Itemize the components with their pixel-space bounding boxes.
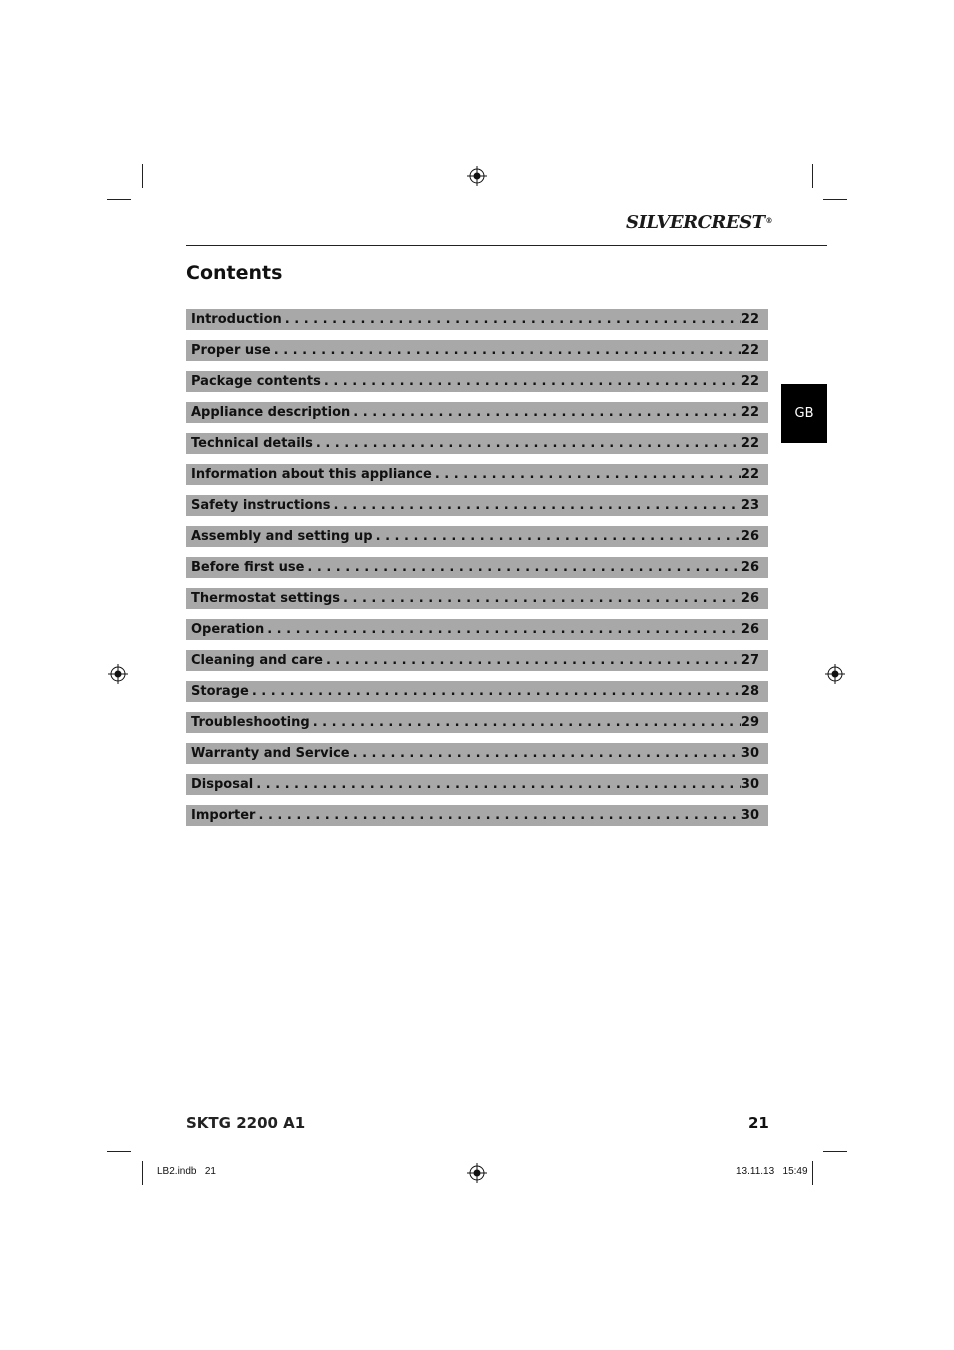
language-tab (781, 384, 827, 443)
toc-entry[interactable] (186, 805, 768, 826)
registration-mark-icon (825, 664, 845, 684)
toc-entry[interactable] (186, 774, 768, 795)
print-slug-date: 13.11.13 15:49 (736, 1166, 808, 1177)
toc-leader-dots (258, 808, 740, 823)
toc-entry-label: Safety instructions (191, 498, 331, 513)
toc-leader-dots (333, 498, 740, 513)
toc-leader-dots (285, 312, 741, 327)
toc-leader-dots (313, 715, 741, 730)
toc-entry-page: 27 (740, 653, 759, 668)
toc-entry-label: Before first use (191, 560, 305, 575)
page-title: Contents (186, 262, 283, 284)
toc-entry-label: Assembly and setting up (191, 529, 373, 544)
toc-entry[interactable] (186, 588, 768, 609)
toc-entry-page: 30 (740, 746, 759, 761)
toc-entry-label: Thermostat settings (191, 591, 341, 606)
model-number: SKTG 2200 A1 (186, 1114, 306, 1132)
toc-entry-label: Storage (191, 684, 249, 699)
crop-mark (823, 1151, 847, 1152)
toc-entry-label: Proper use (191, 343, 271, 358)
toc-entry-page: 26 (740, 591, 759, 606)
toc-leader-dots (324, 374, 741, 389)
crop-mark (812, 164, 813, 188)
language-tab-label: GB (794, 406, 814, 421)
toc-entry-label: Operation (191, 622, 265, 637)
print-slug-file: LB2.indb 21 (157, 1166, 216, 1177)
crop-mark (142, 164, 143, 188)
toc-leader-dots (326, 653, 741, 668)
toc-leader-dots (307, 560, 741, 575)
toc-entry[interactable] (186, 309, 768, 330)
toc-entry[interactable] (186, 557, 768, 578)
toc-entry-page: 29 (740, 715, 759, 730)
toc-leader-dots (353, 405, 741, 420)
toc-leader-dots (435, 467, 741, 482)
toc-entry-label: Disposal (191, 777, 254, 792)
toc-entry[interactable] (186, 681, 768, 702)
toc-leader-dots (267, 622, 741, 637)
registration-mark-icon (467, 1163, 487, 1183)
toc-entry[interactable] (186, 526, 768, 547)
toc-entry-page: 28 (740, 684, 759, 699)
brand-logo (626, 212, 772, 233)
toc-entry-label: Package contents (191, 374, 321, 389)
toc-entry[interactable] (186, 371, 768, 392)
toc-entry[interactable] (186, 712, 768, 733)
toc-entry-label: Warranty and Service (191, 746, 350, 761)
crop-mark (812, 1161, 813, 1185)
toc-entry-label: Troubleshooting (191, 715, 310, 730)
toc-leader-dots (274, 343, 741, 358)
toc-entry-label: Technical details (191, 436, 313, 451)
toc-entry-page: 22 (740, 436, 759, 451)
toc-entry-label: Appliance description (191, 405, 351, 420)
toc-entry-page: 23 (740, 498, 759, 513)
toc-entry-page: 22 (740, 343, 759, 358)
registration-mark-icon (467, 166, 487, 186)
crop-mark (107, 1151, 131, 1152)
toc-entry[interactable] (186, 402, 768, 423)
toc-entry[interactable] (186, 619, 768, 640)
header-rule (186, 245, 827, 246)
toc-entry-label: Introduction (191, 312, 282, 327)
toc-leader-dots (256, 777, 741, 792)
brand-registered-mark: ® (765, 216, 772, 225)
toc-leader-dots (343, 591, 741, 606)
toc-entry[interactable] (186, 650, 768, 671)
brand-name: SILVERCREST (626, 212, 765, 233)
toc-entry[interactable] (186, 340, 768, 361)
toc-entry-page: 26 (740, 529, 759, 544)
toc-entry-page: 26 (740, 622, 759, 637)
registration-mark-icon (108, 664, 128, 684)
toc-entry-page: 26 (740, 560, 759, 575)
toc-entry-label: Cleaning and care (191, 653, 323, 668)
toc-leader-dots (376, 529, 741, 544)
table-of-contents (186, 309, 768, 836)
crop-mark (823, 199, 847, 200)
toc-leader-dots (252, 684, 741, 699)
crop-mark (142, 1161, 143, 1185)
crop-mark (107, 199, 131, 200)
toc-leader-dots (353, 746, 741, 761)
toc-entry-page: 22 (740, 467, 759, 482)
toc-entry-page: 30 (740, 777, 759, 792)
toc-entry-label: Importer (191, 808, 256, 823)
toc-entry-page: 22 (740, 374, 759, 389)
toc-entry[interactable] (186, 743, 768, 764)
toc-entry-page: 30 (740, 808, 759, 823)
toc-entry[interactable] (186, 433, 768, 454)
toc-entry-page: 22 (740, 312, 759, 327)
toc-entry-page: 22 (740, 405, 759, 420)
toc-entry[interactable] (186, 464, 768, 485)
toc-entry-label: Information about this appliance (191, 467, 432, 482)
toc-leader-dots (316, 436, 741, 451)
page-number: 21 (748, 1114, 769, 1132)
toc-entry[interactable] (186, 495, 768, 516)
